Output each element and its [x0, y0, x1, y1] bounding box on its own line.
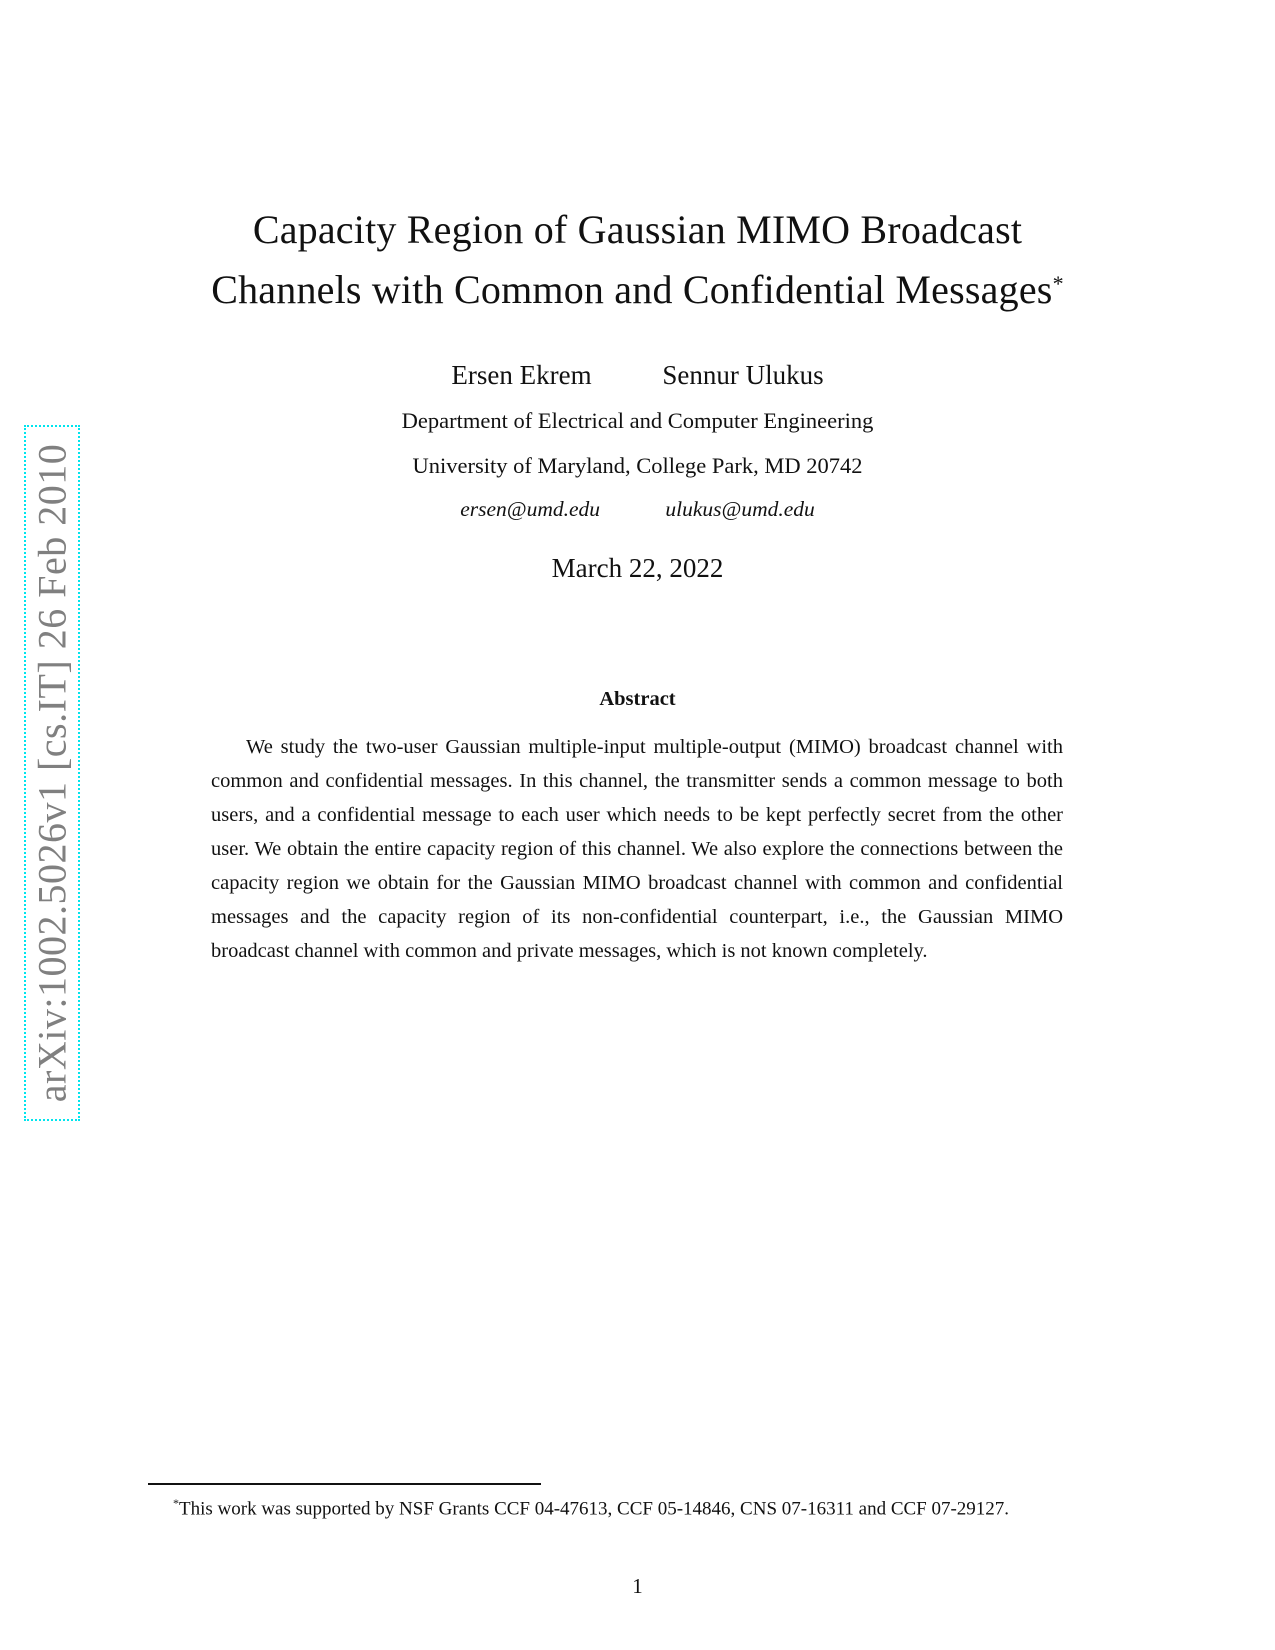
paper-title [0, 200, 1275, 320]
page-number: 1 [632, 1574, 643, 1598]
arxiv-stamp [24, 425, 80, 1121]
author-name: Ersen Ekrem [451, 360, 592, 390]
department: Department of Electrical and Computer Engineering [401, 408, 874, 433]
title-line-1: Capacity Region of Gaussian MIMO Broadcast [252, 207, 1023, 252]
title-line-2: Channels with Common and Confidential Messages [211, 267, 1053, 312]
university: University of Maryland, College Park, MD 20742 [412, 453, 863, 478]
author-email: ersen@umd.edu [460, 497, 601, 521]
author-name: Sennur Ulukus [662, 360, 824, 390]
footnote-text: This work was supported by NSF Grants CCF 04-47613, CCF 05-14846, CNS 07-16311 and CCF 07-29127. [179, 1498, 1010, 1520]
paper-date: March 22, 2022 [551, 553, 724, 583]
footnote [148, 1493, 1128, 1519]
author-email: ulukus@umd.edu [665, 497, 815, 521]
arxiv-stamp-text: arXiv:1002.5026v1 [cs.IT] 26 Feb 2010 [29, 443, 75, 1103]
title-footnote-mark: * [1052, 271, 1064, 296]
footnote-rule [148, 1483, 541, 1485]
footnote-mark: * [173, 1496, 179, 1510]
abstract-heading: Abstract [599, 688, 676, 710]
author-emails [0, 497, 1275, 522]
author-list [0, 360, 1275, 391]
abstract-body: We study the two-user Gaussian multiple-input multiple-output (MIMO) broadcast channel with common and confidential messages. In this channel, the transmitter sends a common message to both users, and a confidential message to each user which needs to be kept perfectly secret from the other user. We obtain the entire capacity region of this channel. We also explore the connections between the capacity region we obtain for the Gaussian MIMO broadcast channel with common and confidential messages and the capacity region of its non-confidential counterpart, i.e., the Gaussian MIMO broadcast channel with common and private messages, which is not known completely. [211, 736, 1063, 962]
